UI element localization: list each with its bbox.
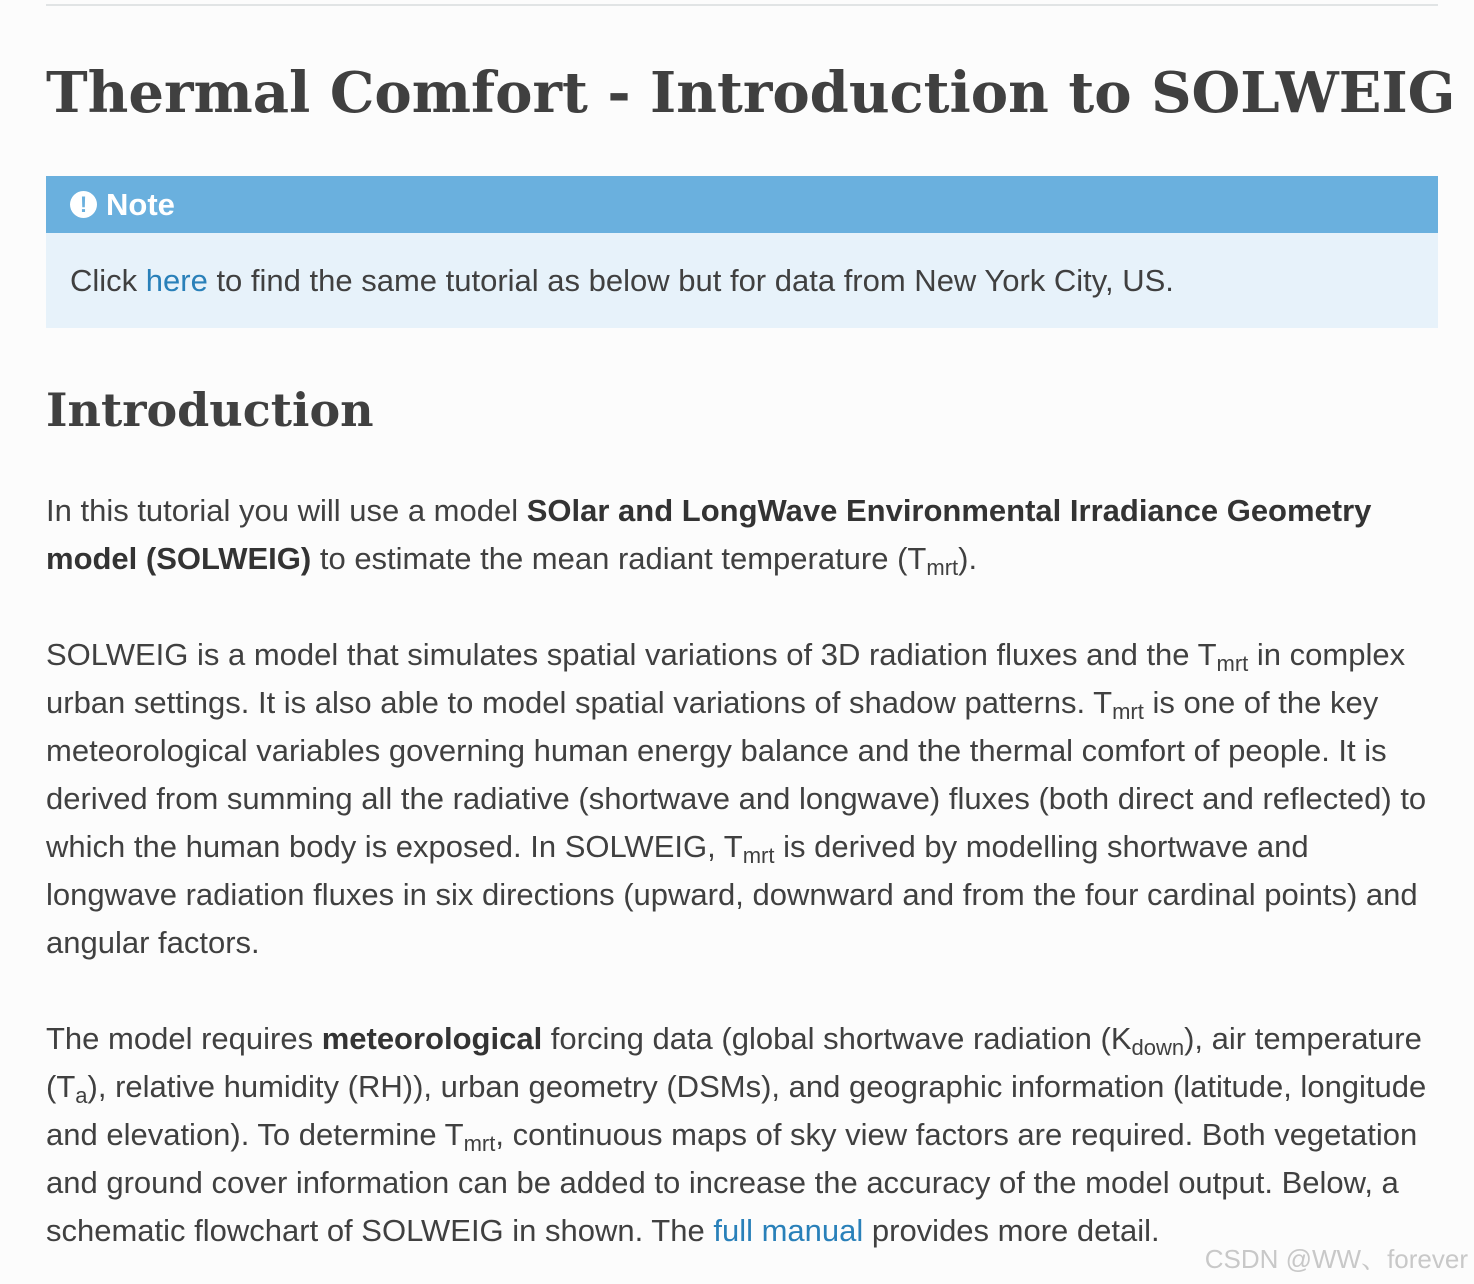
p3-subscript: mrt [463, 1131, 496, 1156]
intro-paragraph-3 [46, 1015, 1446, 1255]
p1-subscript: mrt [926, 555, 959, 580]
p3-bold-term: meteorological [321, 1021, 543, 1056]
p2-text: SOLWEIG is a model that simulates spatial variations of 3D radiation fluxes and the T [46, 637, 1217, 672]
introduction-heading: Introduction [46, 383, 374, 437]
p3-subscript: a [75, 1083, 88, 1108]
here-link[interactable]: here [145, 263, 208, 298]
p1-bold-model-name: SOlar and LongWave Environmental Irradiance Geometry model (SOLWEIG) [46, 493, 1372, 576]
p3-text: provides more detail. [863, 1213, 1160, 1248]
p2-subscript: mrt [742, 843, 775, 868]
intro-paragraph-2 [46, 631, 1446, 967]
p3-text: ), air temperature (T [46, 1021, 1422, 1104]
full-manual-link[interactable]: full manual [713, 1213, 864, 1248]
watermark: CSDN @WW、forever [1204, 1244, 1468, 1274]
note-text-after: to find the same tutorial as below but for data from New York City, US. [207, 263, 1174, 298]
exclamation-circle-icon: ! [70, 191, 97, 218]
p1-text: ). [958, 541, 978, 576]
p2-text: in complex urban settings. It is also able to model spatial variations of shadow patterns. T [46, 637, 1406, 720]
p3-text: , continuous maps of sky view factors are required. Both vegetation and ground cover information can be added to increase the accuracy of the model output. Below, a schematic flowchart of SOLWEIG in shown. The [46, 1117, 1418, 1248]
p3-text: forcing data (global shortwave radiation (K [542, 1021, 1132, 1056]
note-text-before: Click [70, 263, 146, 298]
p2-text: is one of the key meteorological variables governing human energy balance and the thermal comfort of people. It is derived from summing all the radiative (shortwave and longwave) fluxes (both direct and reflected) to which the human body is exposed. In SOLWEIG, T [46, 685, 1427, 864]
note-header [46, 176, 1438, 233]
note-body [46, 233, 1438, 328]
note-box [46, 176, 1438, 328]
p3-subscript: down [1131, 1035, 1185, 1060]
p2-subscript: mrt [1112, 699, 1144, 724]
p2-text: is derived by modelling shortwave and longwave radiation fluxes in six directions (upward, downward and from the four cardinal points) and angular factors. [46, 829, 1418, 960]
p1-text: to estimate the mean radiant temperature (T [311, 541, 927, 576]
top-divider [46, 4, 1438, 6]
p3-text: The model requires [46, 1021, 322, 1056]
p2-subscript: mrt [1216, 651, 1249, 676]
p3-text: ), relative humidity (RH)), urban geometry (DSMs), and geographic information (latitude, longitude and elevation). To determine T [46, 1069, 1427, 1152]
intro-paragraph-1 [46, 487, 1446, 583]
p1-text: In this tutorial you will use a model [46, 493, 527, 528]
note-title: Note [106, 187, 175, 222]
page-title: Thermal Comfort - Introduction to SOLWEIG [46, 60, 1456, 126]
